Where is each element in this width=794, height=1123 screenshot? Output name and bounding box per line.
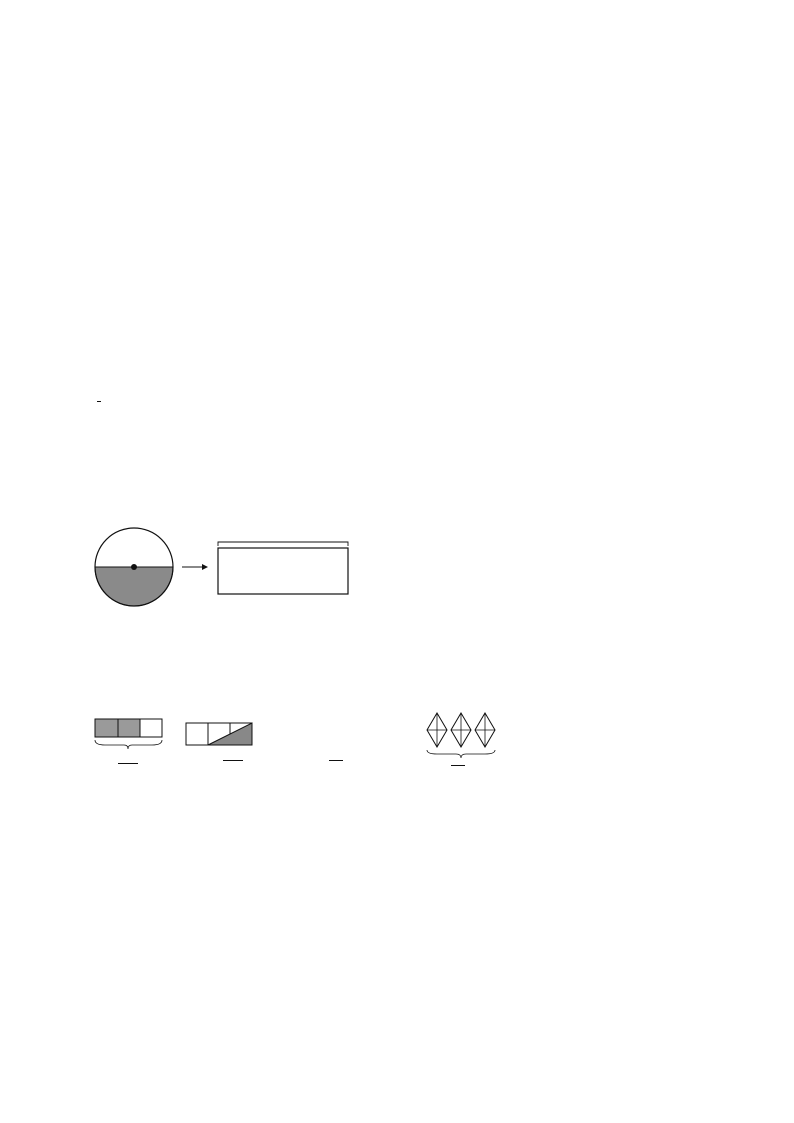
question-2	[95, 393, 103, 409]
fig4-fraction	[451, 765, 465, 766]
fig1-numerator	[118, 763, 138, 764]
fig2-fraction	[223, 760, 243, 761]
right-arrow-icon	[182, 564, 208, 570]
fig3-fraction	[329, 760, 343, 761]
cut-circle	[95, 528, 173, 606]
fraction-figures	[90, 705, 510, 765]
shaded-bar-figure	[95, 719, 162, 749]
shaded-rectangle-figure	[186, 723, 252, 745]
diamond-group-figure	[427, 713, 495, 758]
approximate-rectangle	[218, 548, 348, 594]
fraction-numerator	[97, 401, 101, 402]
question-2-fraction	[97, 401, 101, 402]
fig1-fraction	[118, 763, 138, 764]
fig2-numerator	[223, 760, 243, 761]
fig3-numerator	[329, 760, 343, 761]
circle-to-rectangle-figure	[90, 520, 360, 610]
fig4-numerator	[451, 765, 465, 766]
